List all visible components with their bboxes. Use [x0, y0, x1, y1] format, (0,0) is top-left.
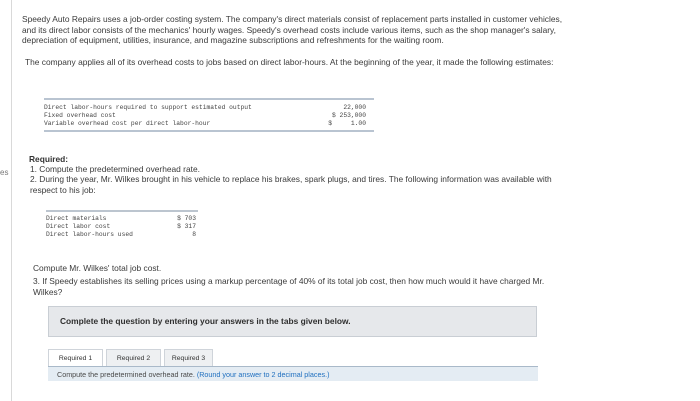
table-row	[46, 215, 198, 223]
row-label: Variable overhead cost per direct labor-hour	[44, 119, 211, 127]
job-table	[46, 210, 198, 238]
row-value: $ 253,000	[331, 111, 366, 119]
table-row	[44, 112, 374, 120]
row-label: Direct labor-hours required to support estimated output	[44, 104, 252, 111]
estimates-table	[44, 98, 374, 132]
table-row	[44, 120, 374, 128]
tab-required-2[interactable]: Required 2	[106, 349, 161, 367]
tab-prompt-text: Compute the predetermined overhead rate.	[57, 370, 195, 379]
tab-prompt-bar	[48, 366, 538, 381]
rounding-hint: (Round your answer to 2 decimal places.)	[196, 370, 330, 379]
intro-paragraph: Speedy Auto Repairs uses a job-order costing system. The company's direct materials consist of replacement parts installed in customer vehicles, and its direct labor consists of the mechanics' hourly wages. Speedy's overhead costs include various items, such as the shop manager's salary, depreciation of equipment, utilities, insurance, and magazine subscriptions and refreshments for the waiting room.	[22, 14, 563, 46]
requirement-3: 3. If Speedy establishes its selling prices using a markup percentage of 40% of its total job cost, then how much would it have charged Mr. Wilkes?	[33, 276, 545, 297]
instruction-text: Complete the question by entering your answers in the tabs given below.	[60, 316, 351, 326]
tab-required-1[interactable]: Required 1	[48, 349, 103, 367]
required-heading: Required:	[29, 154, 69, 164]
row-label: Direct labor cost	[46, 222, 111, 230]
requirement-1: 1. Compute the predetermined overhead rate.	[30, 164, 200, 174]
table-row	[44, 104, 374, 112]
compute-instruction: Compute Mr. Wilkes' total job cost.	[33, 263, 162, 273]
row-value: $ 1.00	[328, 119, 366, 127]
row-value: 8	[192, 230, 196, 238]
tab-prompt	[57, 370, 329, 379]
question-card	[11, 0, 563, 401]
table-row	[46, 223, 198, 231]
instruction-box	[48, 306, 537, 337]
applies-paragraph: The company applies all of its overhead costs to jobs based on direct labor-hours. At the beginning of the year, it made the following estimates:	[25, 57, 554, 67]
row-label: Direct labor-hours used	[46, 230, 133, 238]
table-row	[46, 231, 198, 239]
row-label: Fixed overhead cost	[44, 111, 116, 119]
row-value: 22,000	[343, 104, 366, 111]
requirement-2: 2. During the year, Mr. Wilkes brought in his vehicle to replace his brakes, spark plugs, and tires. The following information was available with respect to his job:	[30, 174, 552, 195]
row-label: Direct materials	[46, 215, 107, 222]
tab-required-3[interactable]: Required 3	[164, 349, 213, 367]
row-value: $ 703	[177, 215, 196, 222]
margin-mark: es	[0, 168, 9, 177]
table-bottom-rule	[44, 130, 374, 132]
row-value: $ 317	[177, 222, 196, 230]
